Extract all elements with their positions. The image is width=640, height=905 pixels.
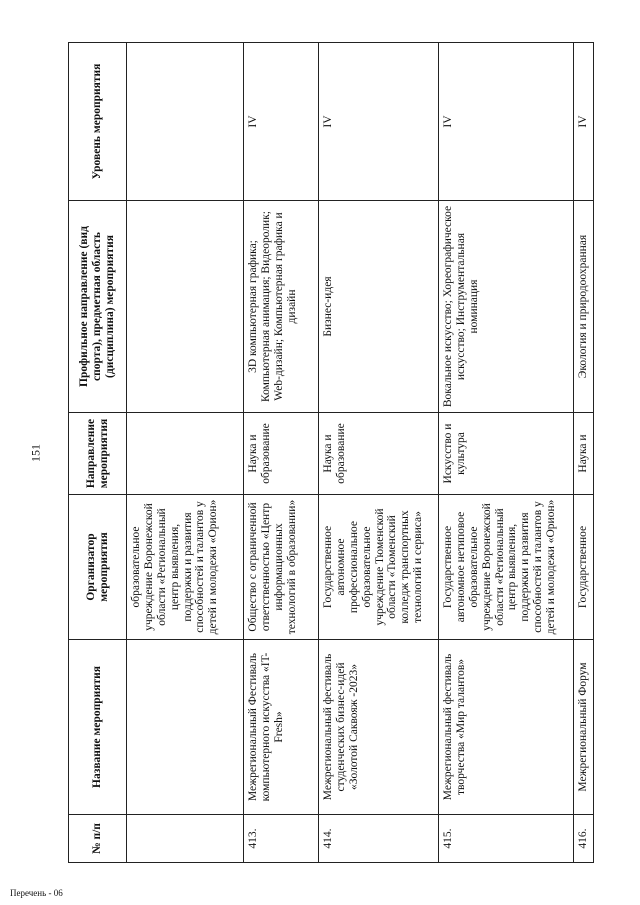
cell-organizer: Государственное (574, 495, 594, 640)
header-name: Название мероприятия (69, 640, 127, 815)
cell-organizer: Государственное автономное нетиповое образовательное учреждение Воронежской области «Региональный центр выявления, поддержки и развития способностей и талантов у детей и молодежи «Орион» (439, 495, 574, 640)
cell-name: Межрегиональный фестиваль творчества «Мир талантов» (439, 640, 574, 815)
cell-profile: Экология и природоохранная (574, 201, 594, 413)
footer-note: Перечень - 06 (10, 888, 63, 898)
cell-organizer: Общество с ограниченной ответственностью «Центр информационных технологий в образовании» (244, 495, 319, 640)
cell-name: Межрегиональный Фестиваль компьютерного искусства «IT-Fresh» (244, 640, 319, 815)
page-number: 151 (28, 444, 43, 462)
table-row (319, 43, 439, 863)
cell-name (127, 640, 244, 815)
table-header-row (69, 43, 127, 863)
cell-direction: Наука и образование (244, 413, 319, 495)
header-profile: Профильное направление (вид спорта), предметная область (дисциплина) мероприятия (69, 201, 127, 413)
cell-num: 413. (244, 815, 319, 863)
table-row (439, 43, 574, 863)
cell-num: 416. (574, 815, 594, 863)
cell-level: IV (574, 43, 594, 201)
cell-profile: 3D компьютерная графика; Компьютерная анимация; Видеоролик; Web-дизайн; Компьютерная графика и дизайн (244, 201, 319, 413)
cell-organizer: Государственное автономное профессиональное образовательное учреждение Тюменской области «Тюменский колледж транспортных технологий и сервиса» (319, 495, 439, 640)
rotated-table-container (68, 43, 588, 863)
cell-direction: Наука и (574, 413, 594, 495)
cell-level: IV (319, 43, 439, 201)
cell-profile: Бизнес-идея (319, 201, 439, 413)
header-num: № п/п (69, 815, 127, 863)
cell-name: Межрегиональный фестиваль студенческих бизнес-идей «Золотой Саквояж -2023» (319, 640, 439, 815)
cell-num (127, 815, 244, 863)
cell-direction: Искусство и культура (439, 413, 574, 495)
header-direction: Направление мероприятия (69, 413, 127, 495)
table-row (574, 43, 594, 863)
table-row (244, 43, 319, 863)
cell-num: 414. (319, 815, 439, 863)
cell-organizer: образовательное учреждение Воронежской области «Региональный центр выявления, поддержки и развития способностей и талантов у детей и молодежи «Орион» (127, 495, 244, 640)
cell-level: IV (439, 43, 574, 201)
cell-level (127, 43, 244, 201)
cell-profile: Вокальное искусство; Хореографическое искусство; Инструментальная номинация (439, 201, 574, 413)
header-level: Уровень мероприятия (69, 43, 127, 201)
cell-num: 415. (439, 815, 574, 863)
header-organizer: Организатор мероприятия (69, 495, 127, 640)
cell-name: Межрегиональный Форум (574, 640, 594, 815)
cell-level: IV (244, 43, 319, 201)
cell-profile (127, 201, 244, 413)
table-row (127, 43, 244, 863)
events-table (68, 42, 594, 863)
cell-direction: Наука и образование (319, 413, 439, 495)
cell-direction (127, 413, 244, 495)
